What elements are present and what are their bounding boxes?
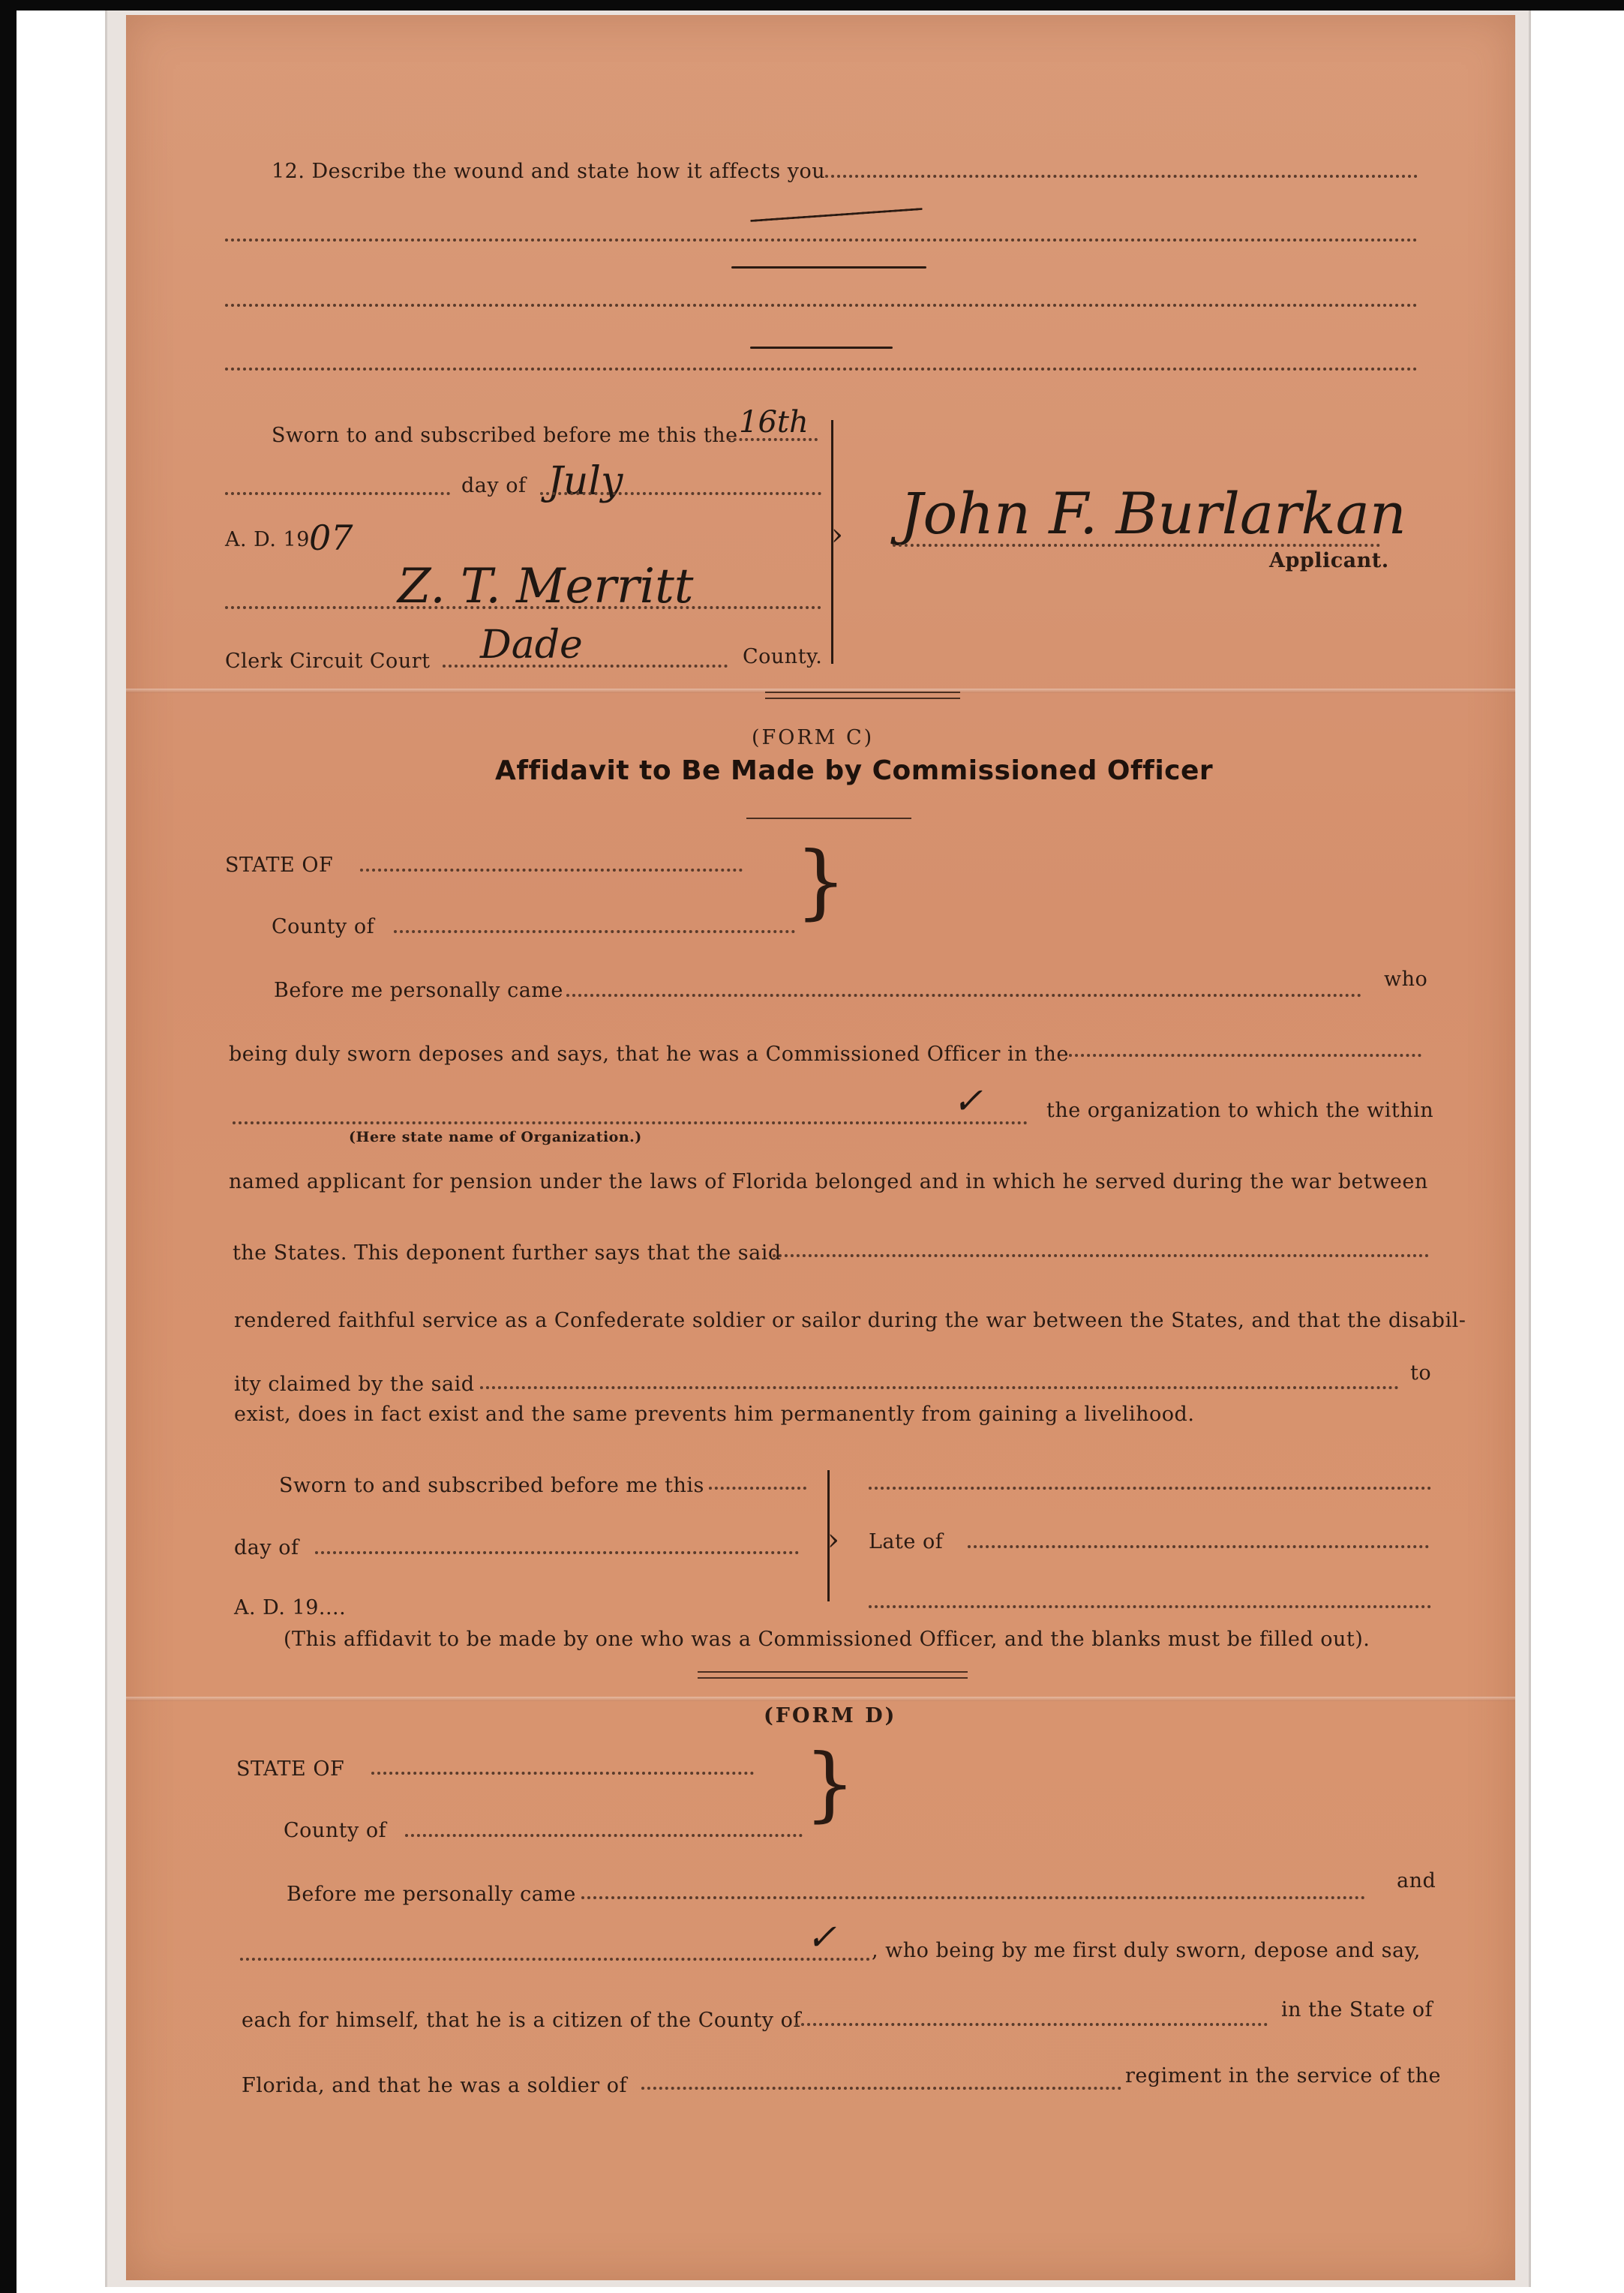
clerk-signature: Z. T. Merritt xyxy=(398,559,694,614)
citizen-line: each for himself, that he is a citizen of the County of xyxy=(242,2009,801,2032)
duly-sworn-line: being duly sworn deposes and says, that he was a Commissioned Officer in the xyxy=(229,1043,1069,1066)
applicant-signature: John F. Burlarkan xyxy=(900,480,1406,547)
state-d-blank xyxy=(371,1772,754,1775)
section-rule xyxy=(698,1671,968,1673)
name-blank xyxy=(566,994,1361,997)
title-rule xyxy=(746,818,911,819)
ad-label: A. D. 19 xyxy=(225,528,310,551)
handwritten-month: July xyxy=(548,459,623,504)
sworn-c-blank xyxy=(709,1487,806,1490)
form-c-note: (This affidavit to be made by one who was a Commissioned Officer, and the blanks must be filled out). xyxy=(284,1628,1370,1651)
late-of-label: Late of xyxy=(869,1530,944,1553)
in-state-of-label: in the State of xyxy=(1281,1998,1433,2021)
county-label: County. xyxy=(743,645,823,668)
day-of-c-blank xyxy=(315,1551,799,1554)
answer-blank xyxy=(825,175,1418,178)
answer-blank xyxy=(225,304,1418,307)
state-county-brace: } xyxy=(795,835,847,929)
jurat-c-bracket-point: › xyxy=(827,1523,839,1557)
handwritten-county: Dade xyxy=(480,623,583,668)
county-blank xyxy=(394,930,795,933)
clerk-signature-blank xyxy=(225,606,821,609)
sworn-c-line: Sworn to and subscribed before me this xyxy=(279,1474,704,1497)
state-of-d-label: STATE OF xyxy=(236,1757,345,1781)
named-applicant-line: named applicant for pension under the laws of Florida belonged and in which he served during the war between xyxy=(229,1170,1428,1193)
citizen-county-blank xyxy=(795,2023,1268,2026)
jurat-bracket-point: › xyxy=(831,518,843,552)
scan-edge-left xyxy=(0,0,17,2293)
answer-blank xyxy=(225,368,1418,371)
who-label: who xyxy=(1384,968,1428,991)
form-c-label: (FORM C) xyxy=(752,726,875,749)
officer-signature-blank xyxy=(869,1487,1431,1490)
organization-note: (Here state name of Organization.) xyxy=(349,1129,642,1145)
late-of-blank xyxy=(968,1545,1429,1548)
pen-checkmark: ✓ xyxy=(806,1916,837,1958)
exist-line: exist, does in fact exist and the same prevents him permanently from gaining a livelihood. xyxy=(234,1403,1195,1426)
to-label: to xyxy=(1410,1361,1432,1385)
soldier-name-blank xyxy=(773,1254,1429,1257)
ity-blank xyxy=(480,1386,1399,1389)
regiment-line: regiment in the service of the xyxy=(1125,2064,1441,2087)
applicant-label: Applicant. xyxy=(1269,549,1389,572)
ad-c: A. D. 19.... xyxy=(234,1596,347,1619)
name-d-blank xyxy=(581,1896,1365,1899)
ity-claimed-line: ity claimed by the said xyxy=(234,1373,475,1396)
handwritten-day: 16th xyxy=(739,405,809,440)
name-d-blank-2 xyxy=(240,1958,870,1961)
day-blank xyxy=(728,438,818,441)
state-of-label: STATE OF xyxy=(225,854,334,877)
florida-line: Florida, and that he was a soldier of xyxy=(242,2074,627,2097)
rendered-line: rendered faithful service as a Confederate soldier or sailor during the war between the States, and that the disabil- xyxy=(234,1309,1466,1332)
day-of-c: day of xyxy=(234,1536,299,1559)
state-county-d-brace: } xyxy=(804,1737,856,1831)
county-of-d-label: County of xyxy=(284,1819,387,1842)
form-c-title: Affidavit to Be Made by Commissioned Officer xyxy=(495,755,1214,786)
state-blank xyxy=(360,869,743,872)
county-of-label: County of xyxy=(272,915,375,938)
question-12: 12. Describe the wound and state how it affects you xyxy=(272,160,826,183)
section-rule xyxy=(765,698,960,699)
before-me-line: Before me personally came xyxy=(274,979,563,1002)
pen-checkmark: ✓ xyxy=(953,1080,983,1122)
organization-tail: the organization to which the within xyxy=(1046,1099,1434,1122)
county-blank xyxy=(443,665,728,668)
organization-name-blank xyxy=(233,1121,1028,1124)
day-of-blank xyxy=(225,492,450,495)
applicant-signature-blank xyxy=(893,544,1380,547)
late-of-blank-2 xyxy=(869,1605,1431,1608)
before-me-d-line: Before me personally came xyxy=(287,1883,576,1906)
regiment-blank xyxy=(641,2087,1121,2090)
and-label: and xyxy=(1397,1869,1436,1892)
month-blank xyxy=(540,492,821,495)
scan-edge-top xyxy=(0,0,1624,11)
answer-blank xyxy=(225,239,1418,242)
organization-blank xyxy=(1069,1054,1421,1057)
form-d-label: (FORM D) xyxy=(764,1704,897,1727)
sworn-line: Sworn to and subscribed before me this the xyxy=(272,424,738,447)
handwritten-year: 07 xyxy=(309,518,353,558)
clerk-label: Clerk Circuit Court xyxy=(225,650,431,673)
states-line: the States. This deponent further says that the said xyxy=(233,1241,782,1265)
county-d-blank xyxy=(405,1834,803,1837)
section-rule xyxy=(698,1677,968,1679)
pen-dash xyxy=(750,347,893,349)
section-rule xyxy=(765,692,960,693)
day-of-label: day of xyxy=(461,474,527,497)
fold-crease xyxy=(126,1697,1515,1701)
who-being-line: , who being by me first duly sworn, depose and say, xyxy=(872,1939,1421,1962)
pen-dash xyxy=(731,266,926,269)
